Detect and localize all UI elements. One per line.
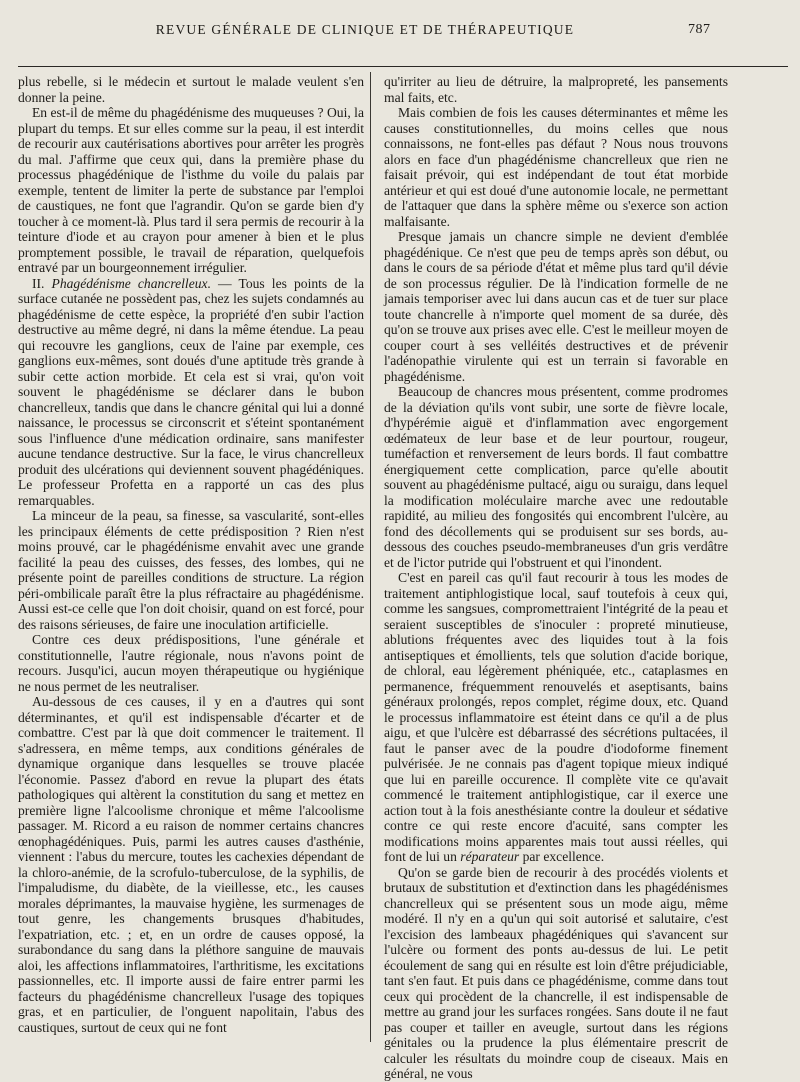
header-rule: [18, 66, 788, 67]
right-column: [384, 74, 728, 1082]
paragraph: Mais combien de fois les causes déterminantes et même les causes constitutionnelles, du moins celles que nous connaissons, ne font-elles pas défaut ? Nous nous trouvons alors en face d'un phagédénisme chancrelleux que rien ne faisait prévoir, qui est indépendant de tout état morbide antérieur et qui est doué d'une autonomie locale, ne permettant de l'attaquer que dans la sphère même ou s'exerce son action malfaisante.: [384, 105, 728, 229]
page-header: [0, 22, 800, 46]
paragraph: qu'irriter au lieu de détruire, la malpropreté, les pansements mal faits, etc.: [384, 74, 728, 105]
paragraph: Au-dessous de ces causes, il y en a d'autres qui sont déterminantes, et qu'il est indispensable d'écarter et de combattre. C'est par là que doit commencer le traitement. Il s'adressera, en même temps, aux conditions générales de dynamique organique dans lesquelles se trouve placée l'économie. Passez d'abord en revue la plupart des états pathologiques qui altèrent la constitution du sang et mettez en première ligne l'alcoolisme chronique et même l'alcoolisme passager. M. Ricord a eu raison de nommer certains chancres œnophagédéniques. Puis, parmi les autres causes d'asthénie, viennent : l'abus du mercure, toutes les cachexies dépendant de la chloro-anémie, de la scrofulo-tuberculose, de la syphilis, de l'impaludisme, du diabète, de la vieillesse, etc., les causes morales déprimantes, la mauvaise hygiène, les surmenages de tout genre, les changements brusques d'habitudes, l'expatriation, etc. ; et, en un ordre de causes opposé, la surabondance du sang dans la pléthore sanguine de mauvais aloi, les affections inflammatoires, l'arthritisme, les excitations passionnelles, etc. Il importe aussi de faire entrer parmi les facteurs du phagédénisme chancrelleux l'usage des topiques gras, et en particulier, de l'onguent napolitain, l'abus des caustiques, surtout de ceux qui ne font: [18, 694, 364, 1035]
running-head: REVUE GÉNÉRALE DE CLINIQUE ET DE THÉRAPEUTIQUE: [155, 22, 575, 37]
paragraph: plus rebelle, si le médecin et surtout le malade veulent s'en donner la peine.: [18, 74, 364, 105]
section-heading: Phagédénisme chancrelleux.: [51, 275, 211, 291]
paragraph: Qu'on se garde bien de recourir à des procédés violents et brutaux de substitution et d'extinction dans les phagédénismes chancrelleux qui se présentent sous un mode aigu, même modéré. Il n'y en a qu'un qui soit autorisé et salutaire, c'est l'excision des lambeaux phagédéniques qui s'avancent sur l'ulcère ou forment des ponts au-dessus de lui. Le petit écoulement de sang qui en résulte est loin d'être préjudiciable, tant s'en faut. Et puis dans ce phagédénisme, comme dans tout ceux qui procèdent de la chancrelle, il est indispensable de mettre au grand jour les surfaces rongées. Sans doute il ne faut pas couper et tailler en aveugle, surtout dans les régions génitales ou la prudence la plus élémentaire prescrit de calculer les résultats du moindre coup de ciseaux. Mais en général, ne vous: [384, 864, 728, 1081]
paragraph: Beaucoup de chancres mous présentent, comme prodromes de la déviation qu'ils vont subir, une sorte de fièvre locale, d'hypérémie aiguë et d'inflammation avec engorgement œdémateux de leur base et de leur pourtour, rougeur, tuméfaction et renversement de leurs bords. Il faut combattre énergiquement cette complication, parce qu'elle aboutit souvent au phagédénisme pultacé, aigu ou suraigu, dans lequel la modification moléculaire marche avec une redoutable rapidité, au milieu des fongosités qui encombrent l'ulcère, au fond des décollements qui se produisent sur ses bords, au-dessous des couches pseudo-membraneuses d'un gris verdâtre et de l'ictor putride qui l'obstruent et qui l'inondent.: [384, 384, 728, 570]
page-number: 787: [688, 22, 711, 37]
emphasis: réparateur: [460, 849, 520, 864]
paragraph: La minceur de la peau, sa finesse, sa vascularité, sont-elles les principaux éléments de cette prédisposition ? Rien n'est moins prouvé, car le phagédénisme envahit avec une grande facilité la peau des cuisses, des fesses, des lombes, qui ne présente point de pareilles conditions de structure. La région péri-ombilicale paraît être la plus réfractaire au phagédénisme. Aussi est-ce celle que l'on doit choisir, quand on est forcé, pour des raisons sérieuses, de faire une inoculation artificielle.: [18, 508, 364, 632]
left-column: [18, 74, 364, 1035]
column-divider: [370, 72, 371, 1042]
paragraph: C'est en pareil cas qu'il faut recourir à tous les modes de traitement antiphlogistique local, sauf toutefois à ceux qui, comme les sangsues, compromettraient l'intégrité de la peau et seraient susceptibles de s'inoculer : propreté minutieuse, ablutions fréquentes avec des liquides tout à la fois antiseptiques et émollients, tels que solution d'acide borique, de chloral, eau légèrement phéniquée, etc., cataplasmes en permanence, fréquemment renouvelés et aseptisants, bains généraux prolongés, repos complet, régime doux, etc. Quand le processus inflammatoire est éteint dans ce qu'il a de plus aigu, et que l'ulcère est débarrassé des sécrétions pultacées, il faut le panser avec de la poudre d'iodoforme finement pulvérisée. Je ne connais pas d'agent topique mieux indiqué que lui en pareille occurence. Il complète vite ce qu'avait commencé le traitement antiphlogistique, car il exerce une action tout à la fois anesthésiante contre la douleur et sédative contre ce qui reste encore d'acuité, sans compter les modifications moins apparentes mais tout aussi réelles, qui font de lui un réparateur par excellence.: [384, 570, 728, 864]
paragraph: Presque jamais un chancre simple ne devient d'emblée phagédénique. Ce n'est que peu de temps après son début, ou dans le cours de sa période d'état et même plus tard qu'il dévie de son processus régulier. De là l'indication formelle de ne jamais temporiser avec lui dans aucun cas et de tuer sur place toute chancrelle à n'importe quel moment de sa durée, dès qu'on se trouve aux prises avec elle. C'est le meilleur moyen de couper court à ses velléités destructives et de prévenir l'adénopathie virulente qui est un terrain si favorable en phagédénisme.: [384, 229, 728, 384]
paragraph: En est-il de même du phagédénisme des muqueuses ? Oui, la plupart du temps. Et sur elles comme sur la peau, il est interdit de recourir aux cautérisations abortives pour arrêter les progrès du mal. J'affirme que ceux qui, dans la première phase du processus phagédénique de l'isthme du voile du palais par exemple, tentent de limiter la perte de substance par l'emploi de caustiques, ne font que l'agrandir. Qu'on se garde bien d'y toucher à ce moment-là. Plus tard il sera permis de recourir à la teinture d'iode et au crayon pour amener à bien et le plus promptement possible, le travail de réparation, quelquefois entravé par un bourgeonnement irrégulier.: [18, 105, 364, 275]
paragraph: Contre ces deux prédispositions, l'une générale et constitutionnelle, l'autre régionale, nous n'avons point de recours. Jusqu'ici, aucun moyen thérapeutique ou hygiénique ne nous permet de les neutraliser.: [18, 632, 364, 694]
paragraph: II. Phagédénisme chancrelleux. — Tous les points de la surface cutanée ne possèdent pas, chez les sujets condamnés au phagédénisme de cette espèce, la propriété d'en subir l'action destructive au même degré, ni dans la même étendue. La peau qui recouvre les ganglions, ceux de l'aine par exemple, ces ganglions eux-mêmes, sont doués d'une aptitude très grande à subir cette action morbide. Et cela est si vrai, qu'on voit souvent le phagédénisme se déclarer dans le bubon chancrelleux, tandis que dans le chancre génital qui lui a donné naissance, le processus se circonscrit et s'éteint spontanément sous l'influence d'une médication ordinaire, sans manifester aucune tendance destructive. Sur la face, le virus chancrelleux produit des ulcérations qui deviennent souvent phagédéniques. Le professeur Profetta en a rapporté un cas des plus remarquables.: [18, 275, 365, 508]
